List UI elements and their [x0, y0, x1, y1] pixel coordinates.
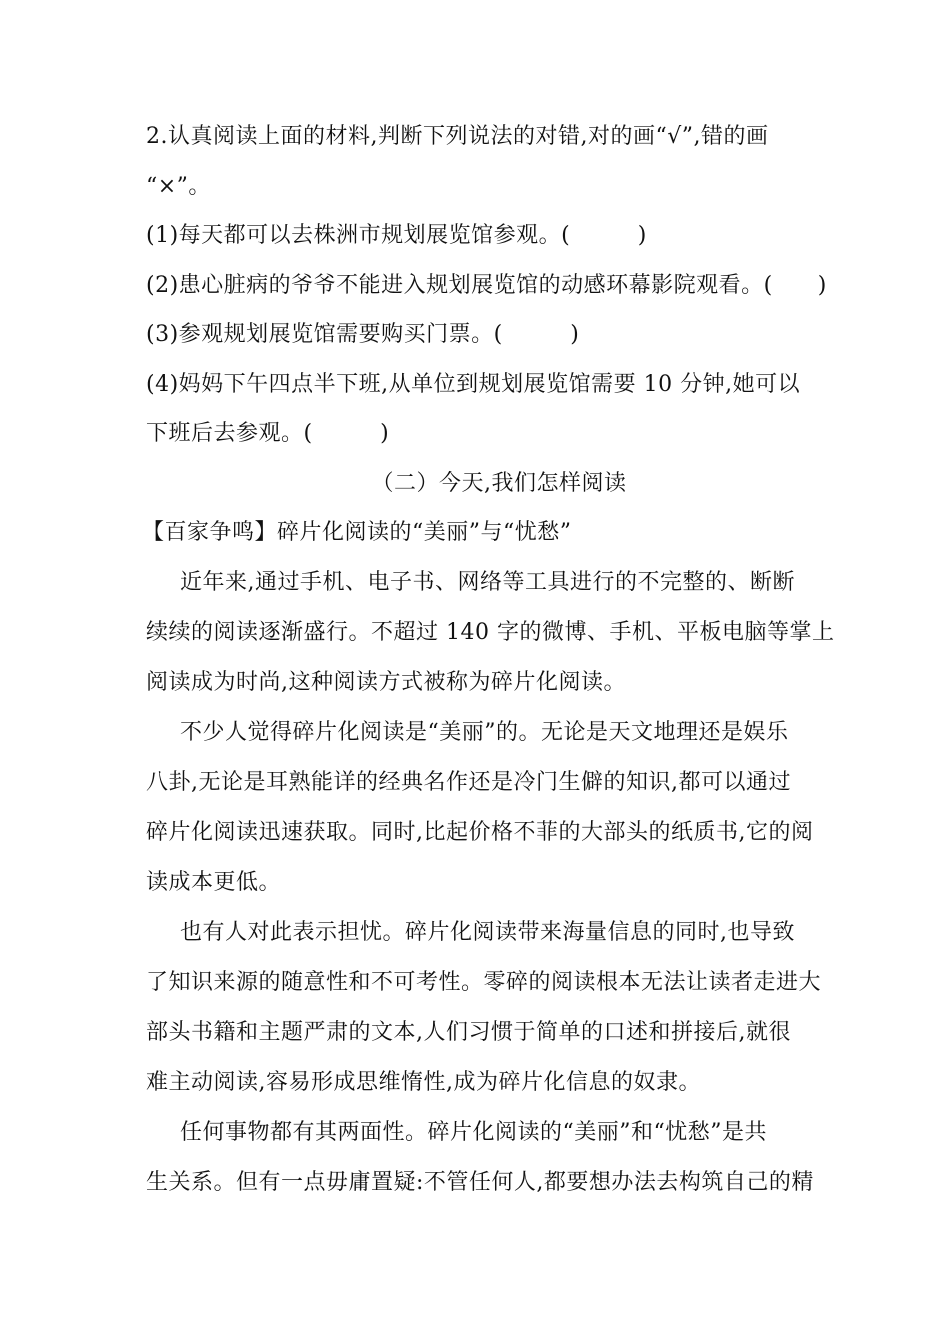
paragraph-4-line-2: 生关系。但有一点毋庸置疑:不管任何人,都要想办法去构筑自己的精 [146, 1170, 814, 1195]
paragraph-1-line-1: 近年来,通过手机、电子书、网络等工具进行的不完整的、断断 [180, 570, 795, 595]
paragraph-4-line-1: 任何事物都有其两面性。碎片化阅读的“美丽”和“忧愁”是共 [180, 1120, 767, 1145]
question-2-item-1: (1)每天都可以去株洲市规划展览馆参观。( ) [146, 223, 647, 248]
paragraph-3-line-2: 了知识来源的随意性和不可考性。零碎的阅读根本无法让读者走进大 [146, 970, 822, 995]
section-title: （二）今天,我们怎样阅读 [371, 471, 627, 496]
paragraph-3-line-4: 难主动阅读,容易形成思维惰性,成为碎片化信息的奴隶。 [146, 1070, 701, 1095]
paragraph-2-line-1: 不少人觉得碎片化阅读是“美丽”的。无论是天文地理还是娱乐 [180, 720, 789, 745]
question-2-item-4-line-1: (4)妈妈下午四点半下班,从单位到规划展览馆需要 10 分钟,她可以 [146, 372, 801, 397]
question-2-stem-line-2: “×”。 [146, 174, 211, 199]
paragraph-2-line-4: 读成本更低。 [146, 870, 282, 895]
paragraph-2-line-3: 碎片化阅读迅速获取。同时,比起价格不菲的大部头的纸质书,它的阅 [146, 820, 814, 845]
question-2-item-3: (3)参观规划展览馆需要购买门票。( ) [146, 322, 580, 347]
section-subtitle: 【百家争鸣】碎片化阅读的“美丽”与“忧愁” [142, 520, 572, 545]
paragraph-1-line-3: 阅读成为时尚,这种阅读方式被称为碎片化阅读。 [146, 670, 626, 695]
question-2-stem-line-1: 2.认真阅读上面的材料,判断下列说法的对错,对的画“√”,错的画 [146, 124, 769, 149]
question-2-item-2: (2)患心脏病的爷爷不能进入规划展览馆的动感环幕影院观看。( ) [146, 273, 827, 298]
paragraph-1-line-2: 续续的阅读逐渐盛行。不超过 140 字的微博、手机、平板电脑等掌上 [146, 620, 835, 645]
question-2-item-4-line-2: 下班后去参观。( ) [146, 421, 390, 446]
paragraph-2-line-2: 八卦,无论是耳熟能详的经典名作还是冷门生僻的知识,都可以通过 [146, 770, 791, 795]
paragraph-3-line-1: 也有人对此表示担忧。碎片化阅读带来海量信息的同时,也导致 [180, 920, 795, 945]
paragraph-3-line-3: 部头书籍和主题严肃的文本,人们习惯于简单的口述和拼接后,就很 [146, 1020, 791, 1045]
